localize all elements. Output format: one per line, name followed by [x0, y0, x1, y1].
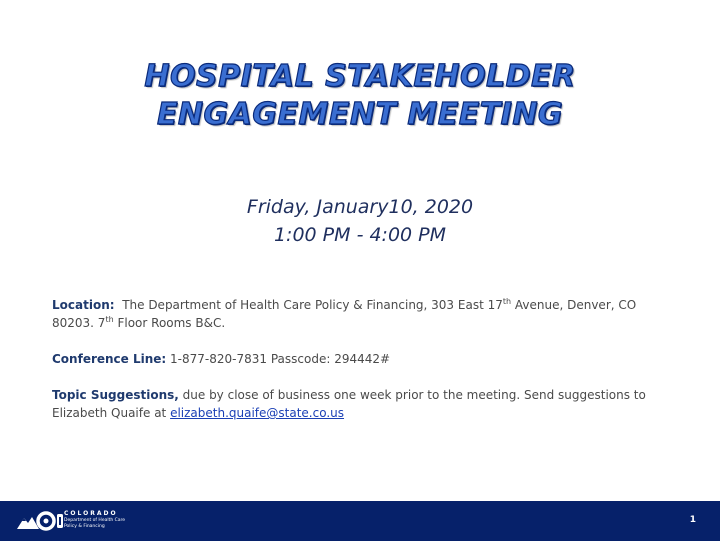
- spacer: [52, 332, 672, 350]
- email-link[interactable]: elizabeth.quaife@state.co.us: [170, 406, 345, 420]
- topics-label: Topic Suggestions,: [52, 388, 179, 402]
- org-dept-line-1: Department of Health Care: [64, 518, 126, 523]
- organization-name: [64, 510, 125, 530]
- spacer: [52, 368, 672, 386]
- location-paragraph: [52, 296, 672, 332]
- meeting-date: Friday, January10, 2020: [246, 196, 474, 218]
- colorado-logo-icon: [16, 509, 64, 533]
- title-line-2: ENGAGEMENT MEETING: [156, 97, 564, 132]
- location-sup-1: th: [502, 297, 512, 306]
- title-line-1: HOSPITAL STAKEHOLDER: [144, 59, 576, 94]
- location-text-1: The Department of Health Care Policy & Financing, 303 East 17: [122, 298, 503, 312]
- footer-bar: [0, 501, 720, 541]
- location-sup-2: th: [105, 315, 114, 324]
- meeting-time: 1:00 PM - 4:00 PM: [273, 224, 447, 246]
- conference-text: 1-877-820-7831 Passcode: 294442#: [166, 352, 391, 366]
- slide-title: [0, 58, 720, 134]
- meeting-datetime: [0, 193, 720, 249]
- conference-paragraph: [52, 350, 672, 368]
- location-text-2: Avenue, Denver, CO 80203. 7: [52, 298, 637, 330]
- location-text-3: Floor Rooms B&C.: [113, 316, 226, 330]
- meeting-details: [52, 296, 672, 422]
- page-number: 1: [689, 515, 696, 525]
- org-state: COLORADO: [64, 510, 118, 517]
- topics-text: due by close of business one week prior to the meeting. Send suggestions to Elizabeth Quaife at: [52, 388, 646, 420]
- topics-paragraph: [52, 386, 672, 422]
- conference-label: Conference Line:: [52, 352, 167, 366]
- location-label: Location:: [52, 298, 115, 312]
- org-dept-line-2: Policy & Financing: [64, 524, 105, 529]
